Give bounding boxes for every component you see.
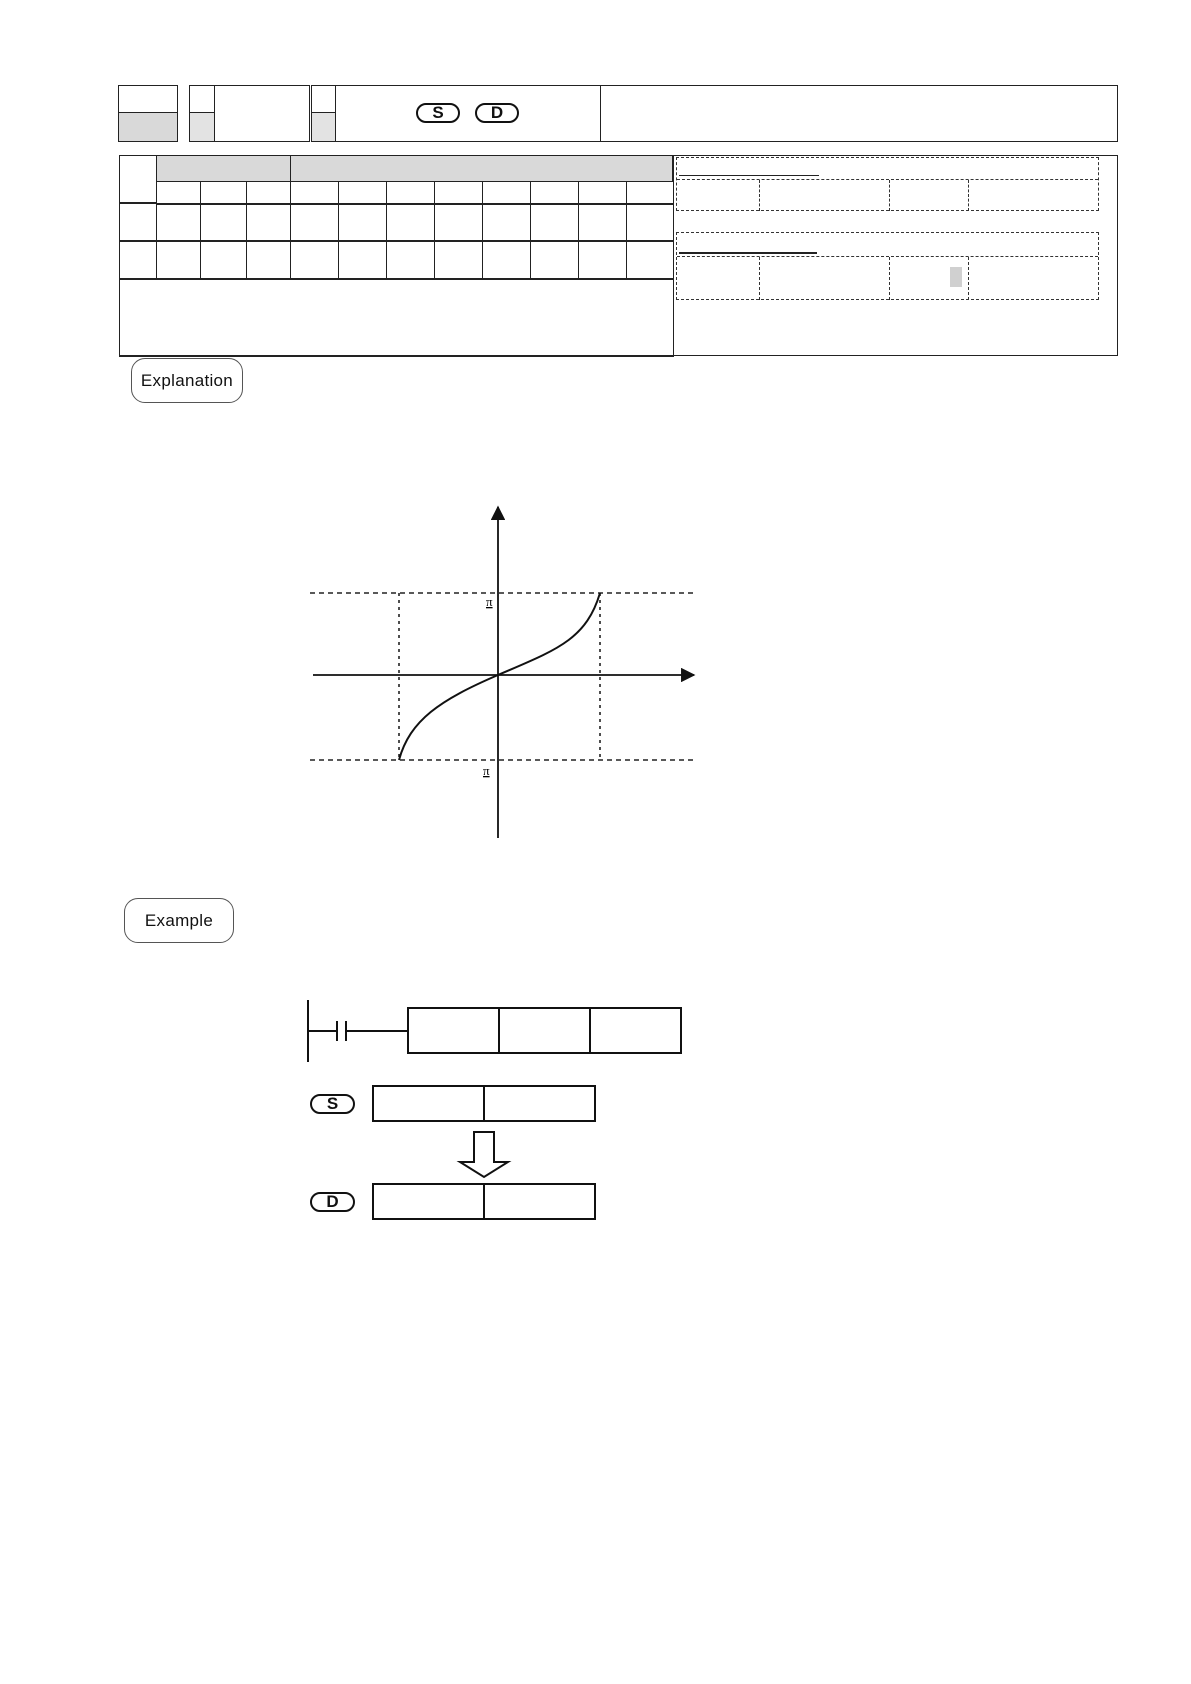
ladder-operand-d-badge: D xyxy=(310,1192,355,1212)
instruction-box-destination xyxy=(590,1008,681,1053)
down-arrow xyxy=(460,1132,508,1177)
destination-register-high xyxy=(373,1184,484,1219)
ladder-operand-s-badge: S xyxy=(310,1094,355,1114)
operand-s-badge: S xyxy=(416,103,460,123)
pi-top-label: π xyxy=(486,594,493,609)
example-label: Example xyxy=(124,898,234,943)
destination-register-low xyxy=(484,1184,595,1219)
source-register-high xyxy=(373,1086,484,1121)
operand-d-badge: D xyxy=(475,103,519,123)
instruction-box-source xyxy=(499,1008,590,1053)
explanation-label: Explanation xyxy=(131,358,243,403)
instruction-box-mnemonic xyxy=(408,1008,499,1053)
source-register-low xyxy=(484,1086,595,1121)
pi-bottom-label: π xyxy=(483,763,490,778)
